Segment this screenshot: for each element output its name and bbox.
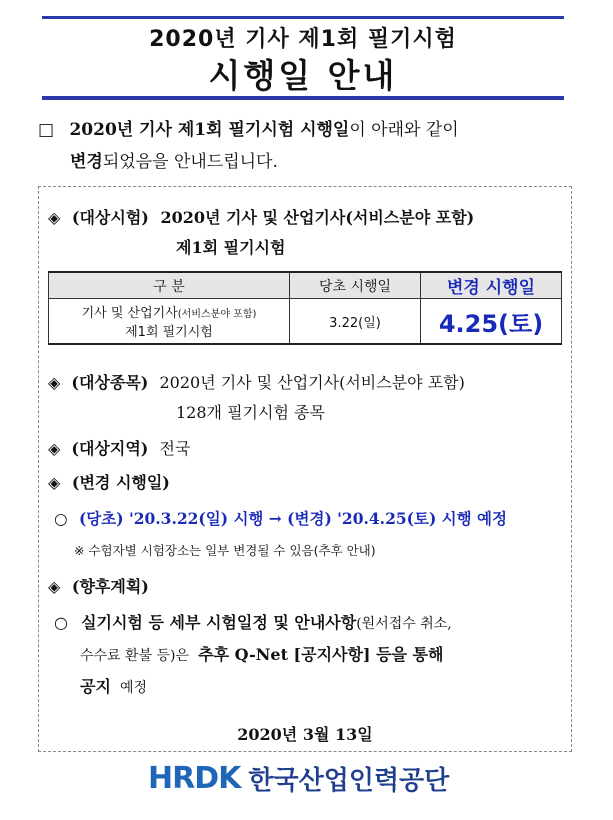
future-plan-line (48, 574, 149, 597)
table-cell-changed: 4.25(토) (421, 299, 562, 345)
header-bottom-rule (42, 96, 564, 100)
diamond-icon: ◈ (48, 577, 61, 596)
header-top-rule (42, 16, 564, 19)
future-line3 (80, 674, 147, 697)
future-line1 (54, 610, 452, 633)
circle-bullet-icon: ○ (54, 613, 68, 632)
future-line2-bold: 추후 Q-Net [공지사항] 등을 통해 (198, 645, 444, 664)
diamond-icon: ◈ (48, 373, 61, 392)
category-line2: 제1회 필기시험 (125, 325, 213, 340)
target-exam-label: (대상시험) (71, 208, 149, 227)
target-items-line (48, 370, 465, 393)
table-header-original: 당초 시행일 (290, 272, 421, 299)
target-items-text: 2020년 기사 및 산업기사(서비스분야 포함) (159, 373, 465, 392)
future-line3-bold: 공지 (80, 677, 111, 696)
future-line2 (80, 642, 443, 665)
intro-text: 이 아래와 같이 (349, 120, 459, 140)
table-header-row (49, 272, 562, 299)
org-logo (148, 760, 449, 796)
target-region-label: (대상지역) (71, 439, 149, 458)
target-region-line (48, 436, 190, 459)
future-line1-bold: 실기시험 등 세부 시험일정 및 안내사항 (81, 613, 357, 632)
changed-date-line (48, 470, 170, 493)
table-header-category: 구 분 (49, 272, 290, 299)
future-line1-text: (원서접수 취소, (356, 616, 452, 632)
target-exam-text: 2020년 기사 및 산업기사(서비스분야 포함) (160, 208, 475, 227)
intro-bullet: □ (38, 120, 55, 140)
future-line3-text: 예정 (120, 680, 148, 696)
intro-line2-bold: 변경 (70, 152, 103, 172)
category-main: 기사 및 산업기사 (81, 306, 178, 321)
document-date: 2020년 3월 13일 (237, 725, 373, 744)
future-line2-text: 수수료 환불 등)은 (80, 648, 190, 664)
changed-date-note: ※ 수험자별 시험장소는 일부 변경될 수 있음(추후 안내) (74, 543, 376, 558)
changed-date-detail (54, 507, 507, 529)
target-items-label: (대상종목) (71, 373, 149, 392)
diamond-icon: ◈ (48, 439, 61, 458)
changed-date-label: (변경 시행일) (71, 473, 170, 492)
target-region-text: 전국 (159, 439, 191, 458)
diamond-icon: ◈ (48, 473, 61, 492)
changed-date-text: (당초) '20.3.22(일) 시행 → (변경) '20.4.25(토) 시행 예정 (78, 509, 507, 528)
intro-bold: 2020년 기사 제1회 필기시험 시행일 (69, 120, 350, 140)
table-cell-original: 3.22(일) (290, 299, 421, 345)
diamond-icon: ◈ (48, 208, 61, 227)
intro-line2-text: 되었음을 안내드립니다. (102, 152, 278, 172)
page-title-line2: 시행일 안내 (208, 56, 398, 95)
target-exam-line (48, 205, 474, 228)
hrdk-logo-icon: HRDK (148, 760, 241, 796)
future-plan-label: (향후계획) (71, 577, 149, 596)
target-items-text2: 128개 필기시험 종목 (176, 403, 325, 422)
intro-paragraph (38, 114, 568, 178)
target-exam-text2: 제1회 필기시험 (176, 238, 286, 257)
schedule-table (48, 271, 562, 345)
category-small: (서비스분야 포함) (177, 309, 257, 320)
table-header-changed: 변경 시행일 (421, 272, 562, 299)
page-title-line1: 2020년 기사 제1회 필기시험 (149, 27, 457, 52)
org-name: 한국산업인력공단 (248, 765, 450, 796)
table-cell-category (49, 299, 290, 345)
table-row (49, 299, 562, 345)
circle-bullet-icon: ○ (54, 509, 68, 528)
